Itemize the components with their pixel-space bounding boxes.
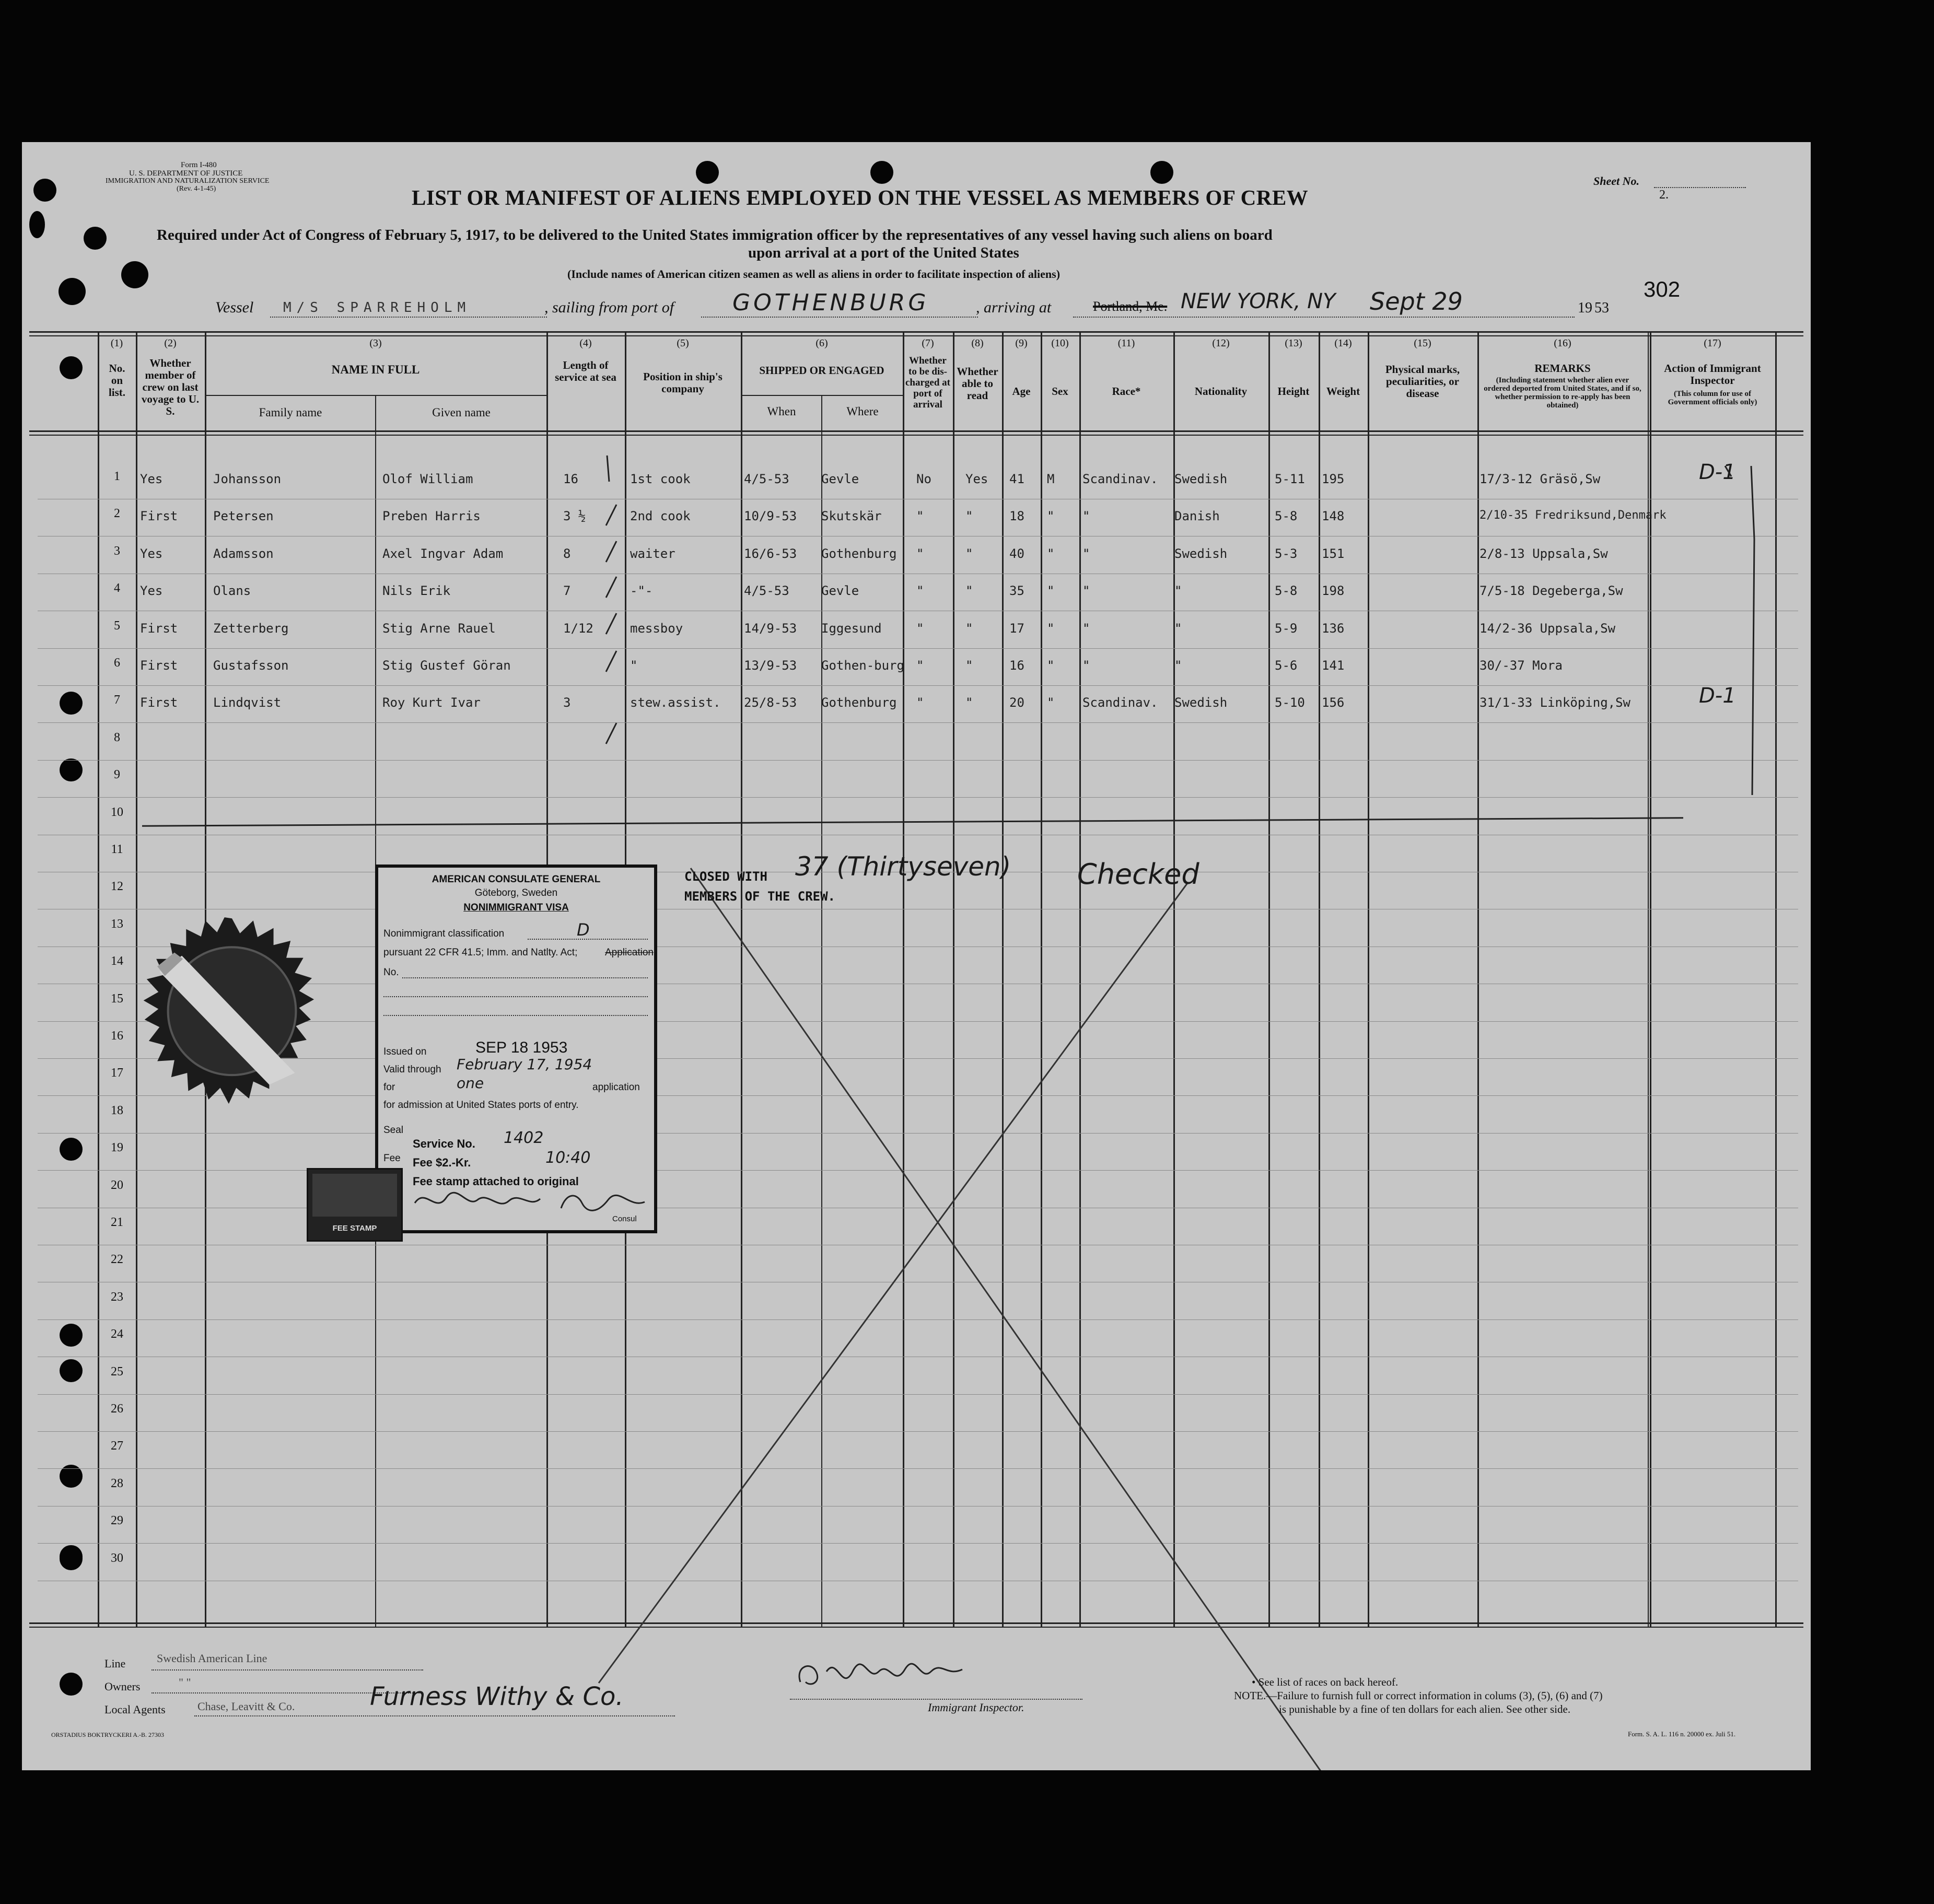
shipped-where-cell: Gothen-burg xyxy=(821,658,904,673)
sex-cell: " xyxy=(1047,658,1055,673)
col-number: (15) xyxy=(1414,337,1431,349)
row-number: 10 xyxy=(111,805,123,819)
age-cell: 20 xyxy=(1009,695,1024,710)
row-number: 30 xyxy=(111,1551,123,1565)
height-cell: 5-8 xyxy=(1275,583,1298,598)
sheet-label: Sheet No. xyxy=(1593,174,1639,188)
printer-imprint: ORSTADIUS BOKTRYCKERI A.-B. 27303 xyxy=(51,1731,165,1738)
col-header-where: Where xyxy=(846,405,879,418)
race-cell: " xyxy=(1082,583,1090,598)
col-number: (1) xyxy=(110,337,123,349)
remarks-cell: 2/8-13 Uppsala,Sw xyxy=(1479,546,1608,561)
age-cell: 35 xyxy=(1009,583,1024,598)
application-label: Application xyxy=(605,947,654,958)
row-number: 15 xyxy=(111,992,123,1006)
col-number: (7) xyxy=(922,337,934,349)
height-cell: 5-11 xyxy=(1275,472,1305,486)
closed-with-label: CLOSED WITH xyxy=(684,869,767,884)
given-name-cell: Stig Arne Rauel xyxy=(382,621,496,636)
col-header-age: Age xyxy=(1012,385,1031,398)
arriving-struck-port: Portland, Me. xyxy=(1093,299,1168,314)
row-number: 16 xyxy=(111,1029,123,1043)
col-header-name: NAME IN FULL xyxy=(331,363,420,376)
subtitle-3: (Include names of American citizen seamen as well as aliens in order to facilitate inspection of aliens) xyxy=(567,267,1061,281)
col-header-action: Action of Immigrant Inspector xyxy=(1664,362,1761,387)
form-revision: (Rev. 4-1-45) xyxy=(177,185,216,193)
owners-value: " " xyxy=(179,1676,191,1689)
note-races: • See list of races on back hereof. xyxy=(1252,1676,1399,1688)
action-cell: D-1 xyxy=(1699,684,1736,708)
height-cell: 5-10 xyxy=(1275,695,1305,710)
family-name-cell: Petersen xyxy=(213,509,274,523)
inspector-signature xyxy=(790,1651,988,1698)
remarks-cell: 7/5-18 Degeberga,Sw xyxy=(1479,583,1623,598)
line-label: Line xyxy=(104,1657,126,1670)
col-header-remarks-note: (Including statement whether alien ever ordered deported from United States, and if so, whether permission to re-apply has been obtained) xyxy=(1484,376,1641,410)
member-cell: First xyxy=(140,621,178,636)
page-title: LIST OR MANIFEST OF ALIENS EMPLOYED ON THE VESSEL AS MEMBERS OF CREW xyxy=(412,185,1309,209)
valid-label: Valid through xyxy=(383,1064,441,1075)
weight-cell: 195 xyxy=(1322,472,1345,486)
col-number: (2) xyxy=(164,337,177,349)
manifest-sheet xyxy=(22,142,1811,1770)
service-no-value: 1402 xyxy=(504,1129,544,1147)
col-header-position: Position in ship's company xyxy=(643,370,723,395)
member-cell: First xyxy=(140,658,178,673)
read-cell: " xyxy=(965,509,973,523)
weight-cell: 148 xyxy=(1322,509,1345,523)
nationality-cell: Swedish xyxy=(1174,546,1228,561)
col-header-race: Race* xyxy=(1112,385,1141,398)
form-code: Form. S. A. L. 116 n. 20000 ex. Juli 51. xyxy=(1628,1730,1736,1738)
row-number: 13 xyxy=(111,917,123,931)
given-name-cell: Nils Erik xyxy=(382,583,451,598)
note-fine-1: NOTE.—Failure to furnish full or correct information in colums (3), (5), (6) and (7) xyxy=(1234,1689,1603,1702)
row-number: 7 xyxy=(114,693,120,707)
row-number: 27 xyxy=(111,1439,123,1453)
form-number: Form I-480 xyxy=(181,161,217,169)
sex-cell: " xyxy=(1047,695,1055,710)
remarks-cell: 17/3-12 Gräsö,Sw xyxy=(1479,472,1601,486)
read-cell: " xyxy=(965,621,973,636)
consul-label: Consul xyxy=(612,1214,637,1223)
members-of-crew-label: MEMBERS OF THE CREW. xyxy=(684,889,835,904)
shipped-when-cell: 14/9-53 xyxy=(744,621,797,636)
discharged-cell: " xyxy=(916,546,924,561)
shipped-where-cell: Skutskär xyxy=(821,509,882,523)
col-number: (14) xyxy=(1334,337,1352,349)
remarks-cell: 14/2-36 Uppsala,Sw xyxy=(1479,621,1616,636)
arrival-date: Sept 29 xyxy=(1370,287,1463,316)
col-header-given: Given name xyxy=(432,406,491,419)
subtitle-2: upon arrival at a port of the United States xyxy=(748,244,1019,261)
col-number: (12) xyxy=(1212,337,1230,349)
position-cell: 1st cook xyxy=(630,472,691,486)
nationality-cell: " xyxy=(1174,621,1182,636)
row-number: 24 xyxy=(111,1327,123,1341)
fee-stamp xyxy=(307,1168,403,1242)
fee-label: Fee xyxy=(383,1153,401,1164)
fee-stamp-text: Fee stamp attached to original xyxy=(413,1175,579,1188)
family-name-cell: Olans xyxy=(213,583,251,598)
fee-value-label: Fee $2.-Kr. xyxy=(413,1156,471,1169)
shipped-when-cell: 16/6-53 xyxy=(744,546,797,561)
row-number: 2 xyxy=(114,507,120,520)
read-cell: " xyxy=(965,583,973,598)
age-cell: 16 xyxy=(1009,658,1024,673)
family-name-cell: Zetterberg xyxy=(213,621,289,636)
position-cell: " xyxy=(630,658,638,673)
shipped-where-cell: Gevle xyxy=(821,583,859,598)
member-cell: Yes xyxy=(140,583,163,598)
page-number: 302 xyxy=(1644,277,1681,301)
col-header-family: Family name xyxy=(259,406,322,419)
position-cell: messboy xyxy=(630,621,683,636)
member-cell: First xyxy=(140,695,178,710)
shipped-when-cell: 4/5-53 xyxy=(744,583,789,598)
nationality-cell: Swedish xyxy=(1174,472,1228,486)
position-cell: 2nd cook xyxy=(630,509,691,523)
remarks-cell: 2/10-35 Fredriksund,Denmark xyxy=(1479,509,1667,522)
nationality-cell: " xyxy=(1174,583,1182,598)
stamp-line2: Göteborg, Sweden xyxy=(474,887,558,898)
row-number: 17 xyxy=(111,1066,123,1080)
col-header-nationality: Nationality xyxy=(1194,385,1248,398)
vessel-label: Vessel xyxy=(215,299,254,316)
service-no-label: Service No. xyxy=(413,1137,475,1150)
row-number: 6 xyxy=(114,656,120,670)
agents-value: Chase, Leavitt & Co. xyxy=(197,1700,295,1713)
age-cell: 17 xyxy=(1009,621,1024,636)
service-name: IMMIGRATION AND NATURALIZATION SERVICE xyxy=(106,177,270,185)
row-number: 22 xyxy=(111,1253,123,1266)
position-cell: -"- xyxy=(630,583,653,598)
sex-cell: M xyxy=(1047,472,1055,486)
race-cell: Scandinav. xyxy=(1082,472,1158,486)
row-number: 14 xyxy=(111,954,123,968)
col-header-service: Length of service at sea xyxy=(555,359,616,383)
row-number: 4 xyxy=(114,581,120,595)
stamp-line1: AMERICAN CONSULATE GENERAL xyxy=(432,874,601,885)
row-number: 18 xyxy=(111,1104,123,1117)
col-header-discharged: Whether to be dis-charged at port of arrival xyxy=(905,355,950,410)
read-cell: Yes xyxy=(965,472,988,486)
pursuant-text: pursuant 22 CFR 41.5; Imm. and Natlty. Act; xyxy=(383,947,578,958)
remarks-cell: 30/-37 Mora xyxy=(1479,658,1563,673)
row-number: 9 xyxy=(114,768,120,781)
shipped-where-cell: Iggesund xyxy=(821,621,882,636)
service-length-cell: 1/12 xyxy=(563,621,593,636)
stamp-line3: NONIMMIGRANT VISA xyxy=(463,902,569,913)
race-cell: Scandinav. xyxy=(1082,695,1158,710)
member-cell: First xyxy=(140,509,178,523)
year-prefix: 19 xyxy=(1578,300,1592,316)
service-length-cell: 3 ½ xyxy=(563,509,586,523)
col-number: (4) xyxy=(579,337,592,349)
col-number: (5) xyxy=(677,337,689,349)
visa-stamp xyxy=(375,865,657,1233)
issued-value: SEP 18 1953 xyxy=(475,1039,568,1056)
applications-label: application xyxy=(592,1082,640,1093)
arriving-port: NEW YORK, NY xyxy=(1181,289,1336,313)
col-number: (8) xyxy=(971,337,984,349)
note-fine-2: is punishable by a fine of ten dollars for each alien. See other side. xyxy=(1279,1703,1571,1715)
col-header-read: Whether able to read xyxy=(957,365,998,402)
closed-count: 37 (Thirtyseven) xyxy=(795,851,1011,882)
family-name-cell: Adamsson xyxy=(213,546,274,561)
row-number: 26 xyxy=(111,1402,123,1416)
fee-stamp-caption: FEE STAMP xyxy=(332,1224,377,1233)
discharged-cell: " xyxy=(916,695,924,710)
service-length-cell: 7 xyxy=(563,583,571,598)
arriving-label: , arriving at xyxy=(976,299,1052,316)
col-header-action-note: (This column for use of Government officials only) xyxy=(1668,390,1757,406)
sailing-label: , sailing from port of xyxy=(544,299,674,316)
race-cell: " xyxy=(1082,509,1090,523)
checked-note: Checked xyxy=(1077,858,1199,891)
read-cell: " xyxy=(965,695,973,710)
weight-cell: 151 xyxy=(1322,546,1345,561)
row-number: 28 xyxy=(111,1477,123,1490)
col-header-no: No. on list. xyxy=(108,362,126,399)
owners-label: Owners xyxy=(104,1680,141,1693)
weight-cell: 198 xyxy=(1322,583,1345,598)
col-number: (6) xyxy=(815,337,828,349)
height-cell: 5-6 xyxy=(1275,658,1298,673)
sex-cell: " xyxy=(1047,509,1055,523)
read-cell: " xyxy=(965,658,973,673)
for-label: for xyxy=(383,1082,395,1093)
consulate-seal xyxy=(125,913,339,1126)
shipped-when-cell: 13/9-53 xyxy=(744,658,797,673)
col-header-height: Height xyxy=(1277,385,1310,398)
vessel-value: M/S SPARREHOLM xyxy=(283,300,471,316)
col-header-remarks: REMARKS xyxy=(1534,362,1591,375)
year-value: 53 xyxy=(1594,300,1609,316)
discharged-cell: " xyxy=(916,583,924,598)
col-number: (9) xyxy=(1015,337,1028,349)
subtitle-1: Required under Act of Congress of February 5, 1917, to be delivered to the United States immigration officer by the representatives of any vessel having such aliens on board xyxy=(157,227,1273,243)
discharged-cell: " xyxy=(916,621,924,636)
col-header-when: When xyxy=(767,405,796,418)
member-cell: Yes xyxy=(140,546,163,561)
sex-cell: " xyxy=(1047,546,1055,561)
height-cell: 5-9 xyxy=(1275,621,1298,636)
discharged-cell: " xyxy=(916,658,924,673)
shipped-when-cell: 10/9-53 xyxy=(744,509,797,523)
weight-cell: 136 xyxy=(1322,621,1345,636)
given-name-cell: Olof William xyxy=(382,472,473,486)
given-name-cell: Preben Harris xyxy=(382,509,481,523)
line-value: Swedish American Line xyxy=(157,1652,267,1665)
issued-label: Issued on xyxy=(383,1046,427,1057)
given-name-cell: Roy Kurt Ivar xyxy=(382,695,481,710)
weight-cell: 141 xyxy=(1322,658,1345,673)
col-number: (16) xyxy=(1554,337,1571,349)
row-number: 21 xyxy=(111,1216,123,1229)
col-number: (17) xyxy=(1704,337,1721,349)
col-header-marks: Physical marks, peculiarities, or disease xyxy=(1385,363,1460,400)
sex-cell: " xyxy=(1047,583,1055,598)
remarks-cell: 31/1-33 Linköping,Sw xyxy=(1479,695,1630,710)
service-length-cell: 3 xyxy=(563,695,571,710)
row-number: 12 xyxy=(111,880,123,893)
position-cell: waiter xyxy=(630,546,675,561)
seal-label: Seal xyxy=(383,1125,404,1136)
col-header-shipped: SHIPPED OR ENGAGED xyxy=(759,364,884,377)
race-cell: " xyxy=(1082,658,1090,673)
shipped-when-cell: 25/8-53 xyxy=(744,695,797,710)
classification-value: D xyxy=(577,920,590,940)
department: U. S. DEPARTMENT OF JUSTICE xyxy=(129,169,243,178)
row-number: 23 xyxy=(111,1290,123,1304)
fee-value: 10:40 xyxy=(545,1149,591,1167)
shipped-when-cell: 4/5-53 xyxy=(744,472,789,486)
row-number: 25 xyxy=(111,1365,123,1379)
race-cell: " xyxy=(1082,546,1090,561)
shipped-where-cell: Gothenburg xyxy=(821,695,897,710)
read-cell: " xyxy=(965,546,973,561)
shipped-where-cell: Gothenburg xyxy=(821,546,897,561)
col-number: (13) xyxy=(1285,337,1302,349)
service-length-cell: 16 xyxy=(563,472,578,486)
row-number: 20 xyxy=(111,1178,123,1192)
action-cell: D-1 xyxy=(1699,460,1736,484)
consul-signature xyxy=(410,1187,650,1219)
agents-label: Local Agents xyxy=(104,1703,166,1716)
col-number: (11) xyxy=(1117,337,1135,349)
age-cell: 40 xyxy=(1009,546,1024,561)
nationality-cell: " xyxy=(1174,658,1182,673)
sex-cell: " xyxy=(1047,621,1055,636)
row-number: 8 xyxy=(114,731,120,744)
shipped-where-cell: Gevle xyxy=(821,472,859,486)
family-name-cell: Johansson xyxy=(213,472,282,486)
valid-value: February 17, 1954 xyxy=(457,1056,592,1073)
discharged-cell: No xyxy=(916,472,931,486)
classification-label: Nonimmigrant classification xyxy=(383,928,505,939)
col-header-weight: Weight xyxy=(1326,385,1360,398)
col-number: (10) xyxy=(1051,337,1069,349)
discharged-cell: " xyxy=(916,509,924,523)
col-header-member: Whether member of crew on last voyage to U. S. xyxy=(141,357,200,417)
row-number: 3 xyxy=(114,544,120,558)
sailing-port: GOTHENBURG xyxy=(732,289,929,316)
inspector-label: Immigrant Inspector. xyxy=(928,1701,1024,1714)
admission-text: for admission at United States ports of entry. xyxy=(383,1100,579,1111)
member-cell: Yes xyxy=(140,472,163,486)
row-number: 1 xyxy=(114,470,120,483)
family-name-cell: Lindqvist xyxy=(213,695,282,710)
race-cell: " xyxy=(1082,621,1090,636)
service-length-cell: 8 xyxy=(563,546,571,561)
position-cell: stew.assist. xyxy=(630,695,721,710)
row-number: 11 xyxy=(111,843,123,856)
row-number: 5 xyxy=(114,619,120,633)
no-label: No. xyxy=(383,967,399,978)
row-number: 19 xyxy=(111,1141,123,1154)
sheet-value: 2. xyxy=(1659,188,1669,202)
age-cell: 41 xyxy=(1009,472,1024,486)
weight-cell: 156 xyxy=(1322,695,1345,710)
height-cell: 5-8 xyxy=(1275,509,1298,523)
family-name-cell: Gustafsson xyxy=(213,658,289,673)
height-cell: 5-3 xyxy=(1275,546,1298,561)
applications-value: one xyxy=(457,1074,484,1092)
nationality-cell: Danish xyxy=(1174,509,1220,523)
agents-handwritten: Furness Withy & Co. xyxy=(370,1682,624,1711)
nationality-cell: Swedish xyxy=(1174,695,1228,710)
row-number: 29 xyxy=(111,1514,123,1527)
given-name-cell: Axel Ingvar Adam xyxy=(382,546,504,561)
age-cell: 18 xyxy=(1009,509,1024,523)
given-name-cell: Stig Gustef Göran xyxy=(382,658,511,673)
col-number: (3) xyxy=(369,337,382,349)
col-header-sex: Sex xyxy=(1052,385,1068,398)
